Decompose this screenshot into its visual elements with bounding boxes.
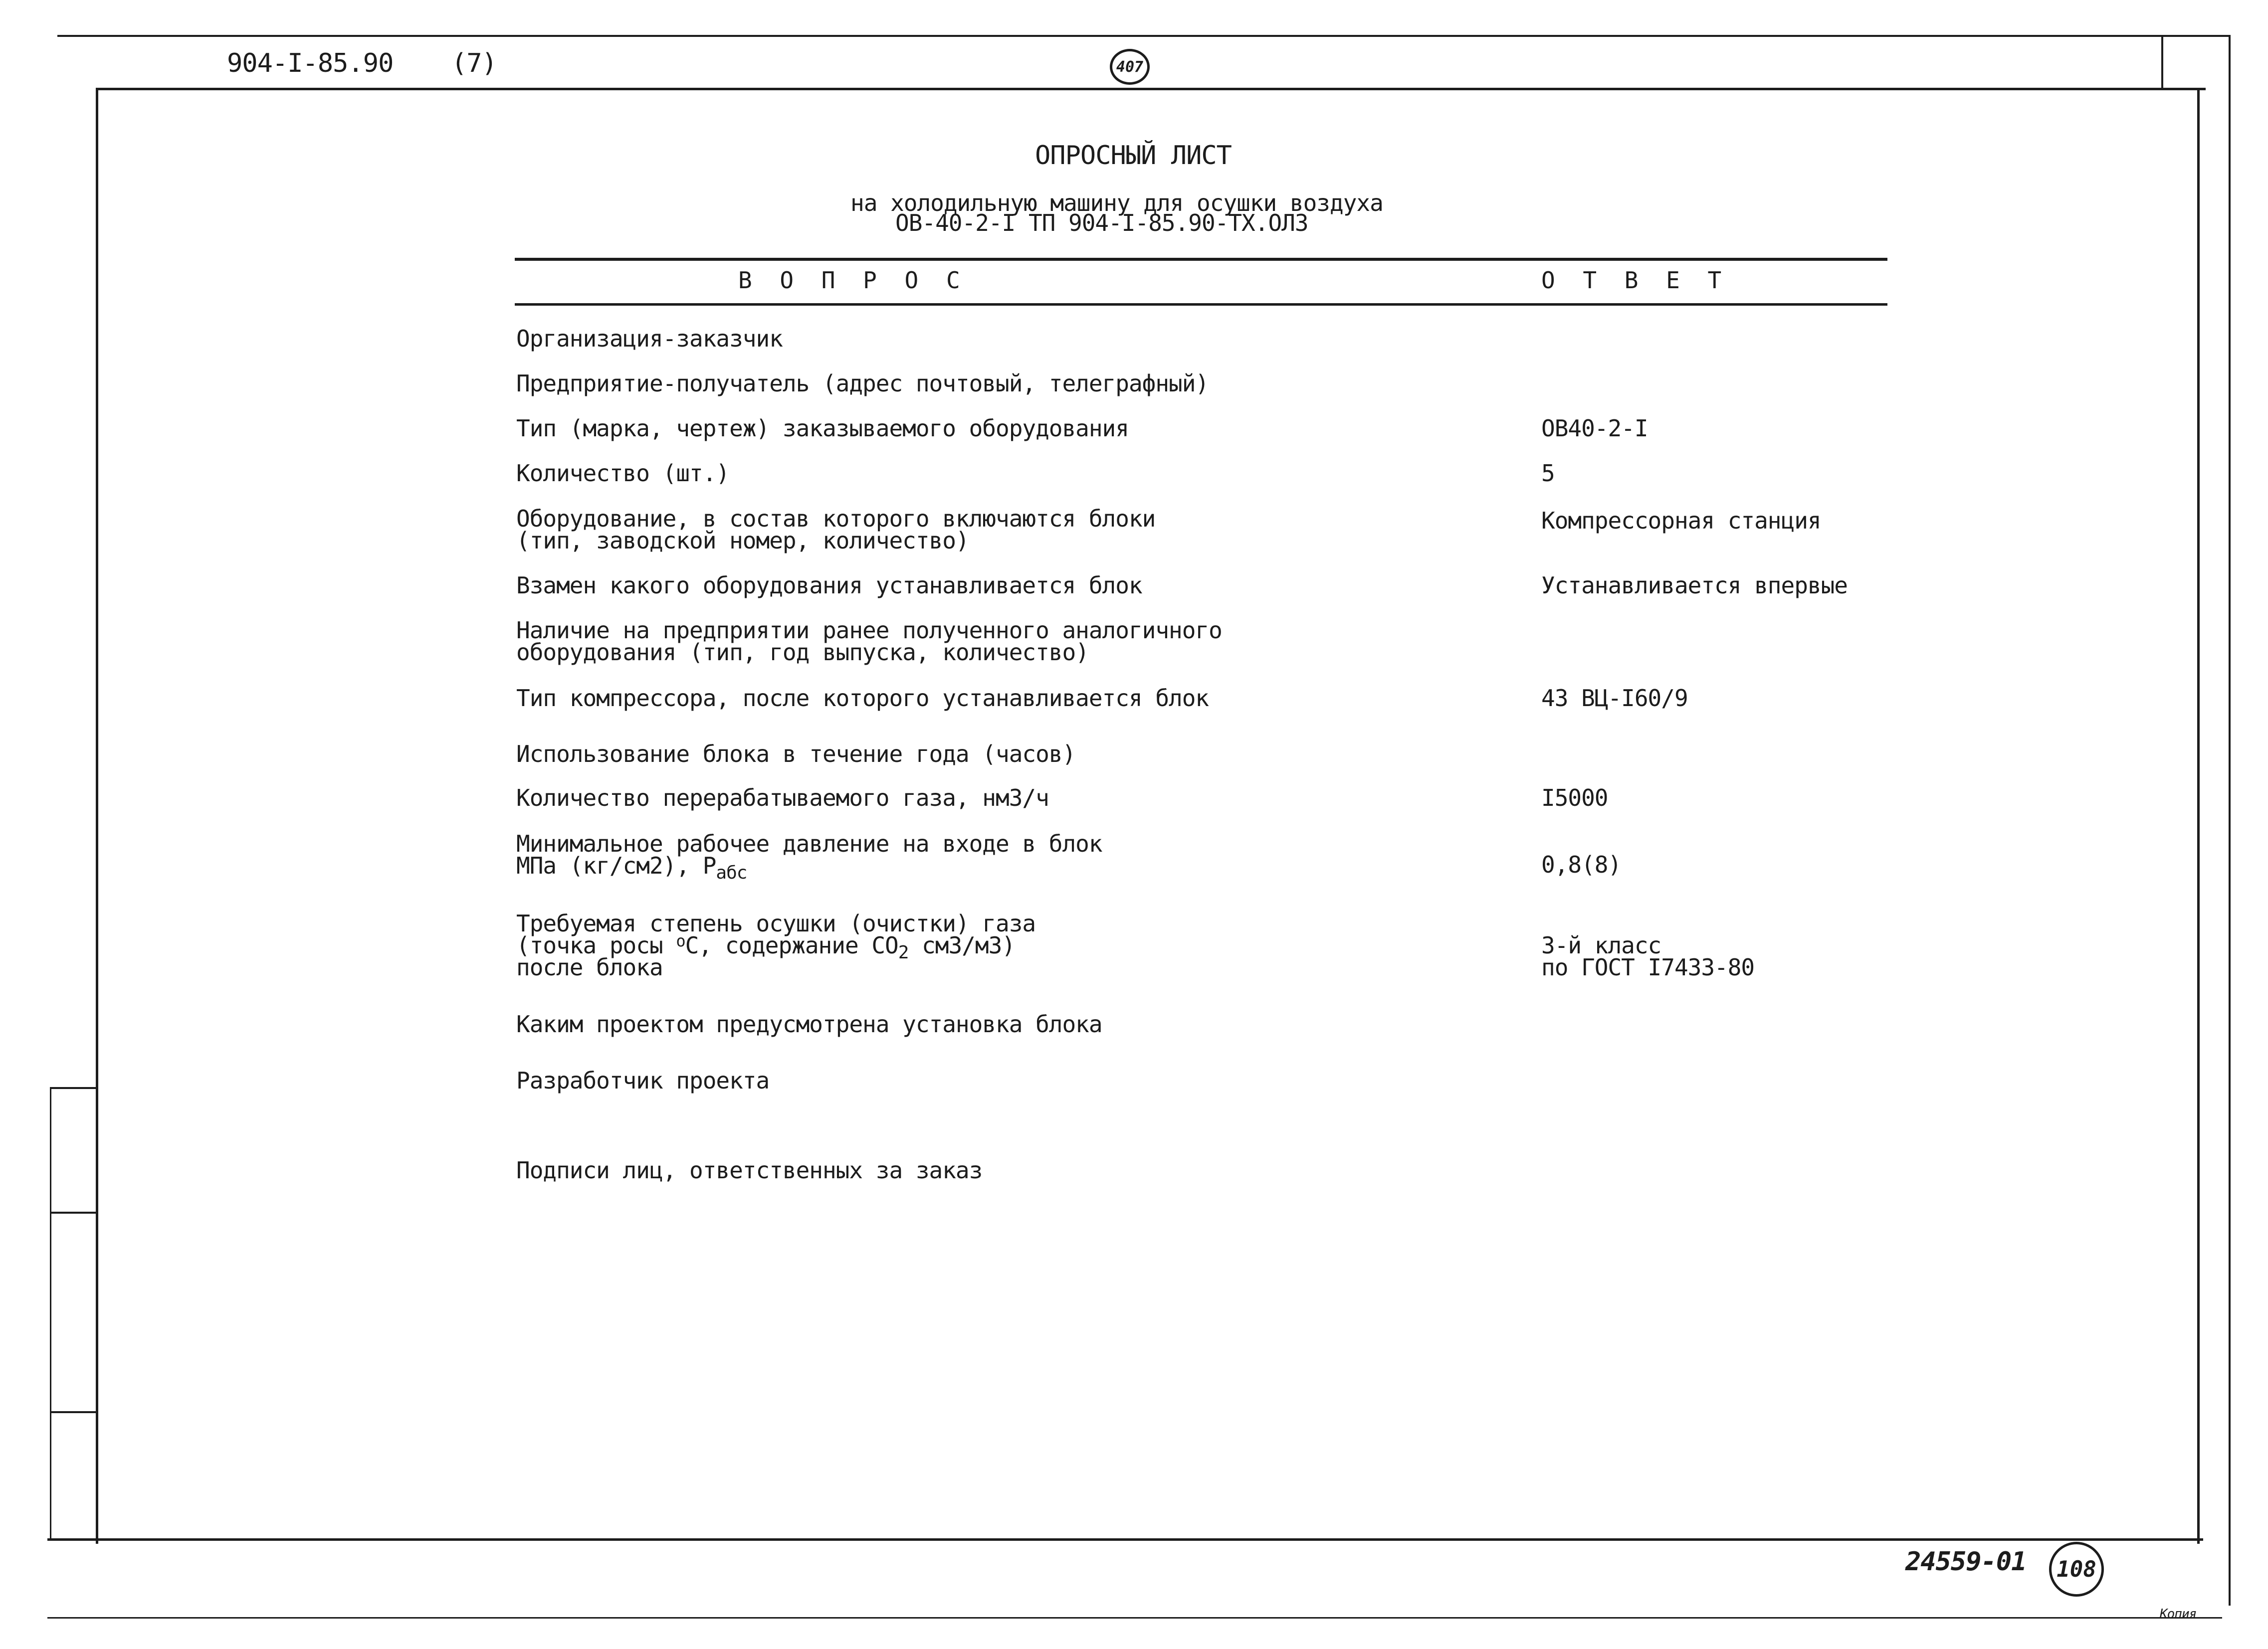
signatures-label: Подписи лиц, ответственных за заказ [516, 1157, 983, 1184]
table-header-top-rule [515, 258, 1887, 261]
question-annual-usage: Использование блока в течение года (часов) [516, 740, 1076, 767]
top-border-line [57, 35, 2231, 37]
question-customer-organization: Организация-заказчик [516, 325, 783, 352]
page-stamp-circle [1110, 49, 1150, 85]
table-header-bottom-rule [515, 303, 1887, 306]
sheet-number: 108 [2057, 1556, 2096, 1582]
question-project-developer: Разработчик проекта [516, 1067, 770, 1094]
top-right-stamp-divider [2161, 35, 2163, 90]
answer-parent-equipment: Компрессорная станция [1541, 507, 1821, 534]
answer-line: по ГОСТ I7433-80 [1541, 954, 1755, 981]
page-stamp-number: 407 [1116, 58, 1144, 76]
form-title: ОПРОСНЫЙ ЛИСТ [1035, 141, 1232, 171]
sheet-number-circle [2049, 1542, 2104, 1597]
answer-line: 3-й класс [1541, 932, 1661, 959]
bottom-trim-line [47, 1617, 2222, 1619]
column-header-answer: О Т В Е Т [1541, 267, 1729, 294]
sheet-index: (7) [451, 48, 497, 78]
question-drying-degree [516, 910, 1036, 981]
margin-stub-vertical [50, 1087, 51, 1541]
question-existing-equipment [516, 617, 1222, 666]
question-recipient-enterprise: Предприятие-получатель (адрес почтовый, телеграфный) [516, 370, 1209, 397]
question-fragment: С, содержание СО [685, 932, 898, 959]
question-min-pressure [516, 830, 1102, 883]
question-line [516, 931, 1035, 963]
question-replaced-equipment: Взамен какого оборудования устанавливается блок [516, 572, 1142, 599]
answer-replaced-equipment: Устанавливается впервые [1541, 572, 1848, 599]
answer-gas-volume: I5000 [1541, 784, 1608, 811]
answer-drying-degree [1541, 932, 1755, 981]
question-line: Оборудование, в состав которого включаются блоки [516, 505, 1156, 532]
margin-stub [50, 1087, 97, 1089]
answer-compressor-type: 43 ВЦ-I60/9 [1541, 685, 1688, 712]
question-line: оборудования (тип, год выпуска, количество) [516, 639, 1089, 666]
answer-min-pressure: 0,8(8) [1541, 851, 1622, 878]
question-line [516, 852, 1102, 883]
question-quantity: Количество (шт.) [516, 460, 730, 487]
inventory-number: 24559-01 [1905, 1547, 2027, 1577]
inner-frame-bottom [47, 1538, 2203, 1541]
inner-frame-left [96, 88, 98, 1544]
question-line: Наличие на предприятии ранее полученного аналогичного [516, 617, 1222, 644]
degree-superscript: o [676, 931, 685, 950]
form-subtitle-line2: ОВ-40-2-I ТП 904-I-85.90-ТХ.ОЛЗ [895, 209, 1308, 236]
right-outer-line [2229, 35, 2231, 1606]
co2-subscript: 2 [898, 942, 909, 963]
column-header-question: В О П Р О С [738, 267, 967, 294]
question-line: после блока [516, 954, 663, 981]
question-line: (тип, заводской номер, количество) [516, 527, 969, 554]
answer-equipment-type: ОВ40-2-I [1541, 415, 1648, 442]
inner-frame-right [2197, 88, 2200, 1544]
question-fragment: см3/м3) [908, 932, 1015, 959]
question-parent-equipment [516, 505, 1156, 554]
form-subtitle-line1: на холодильную машину для осушки воздуха [850, 189, 1383, 216]
question-fragment: МПа (кг/см2), P [516, 852, 716, 879]
question-compressor-type: Тип компрессора, после которого устанавливается блок [516, 685, 1209, 712]
margin-stub [50, 1411, 97, 1413]
doc-code: 904-I-85.90 [227, 48, 394, 78]
corner-mark: Копия [2160, 1607, 2197, 1622]
pressure-subscript: абс [716, 863, 747, 883]
margin-stub [50, 1212, 97, 1214]
question-installation-project: Каким проектом предусмотрена установка блока [516, 1011, 1102, 1038]
question-gas-volume: Количество перерабатываемого газа, нм3/ч [516, 784, 1049, 811]
question-line: Минимальное рабочее давление на входе в блок [516, 830, 1102, 857]
answer-quantity: 5 [1541, 460, 1555, 487]
question-line: Требуемая степень осушки (очистки) газа [516, 910, 1036, 937]
question-equipment-type: Тип (марка, чертеж) заказываемого оборудования [516, 415, 1129, 442]
question-fragment: (точка росы [516, 932, 676, 959]
inner-frame-top [96, 88, 2206, 90]
